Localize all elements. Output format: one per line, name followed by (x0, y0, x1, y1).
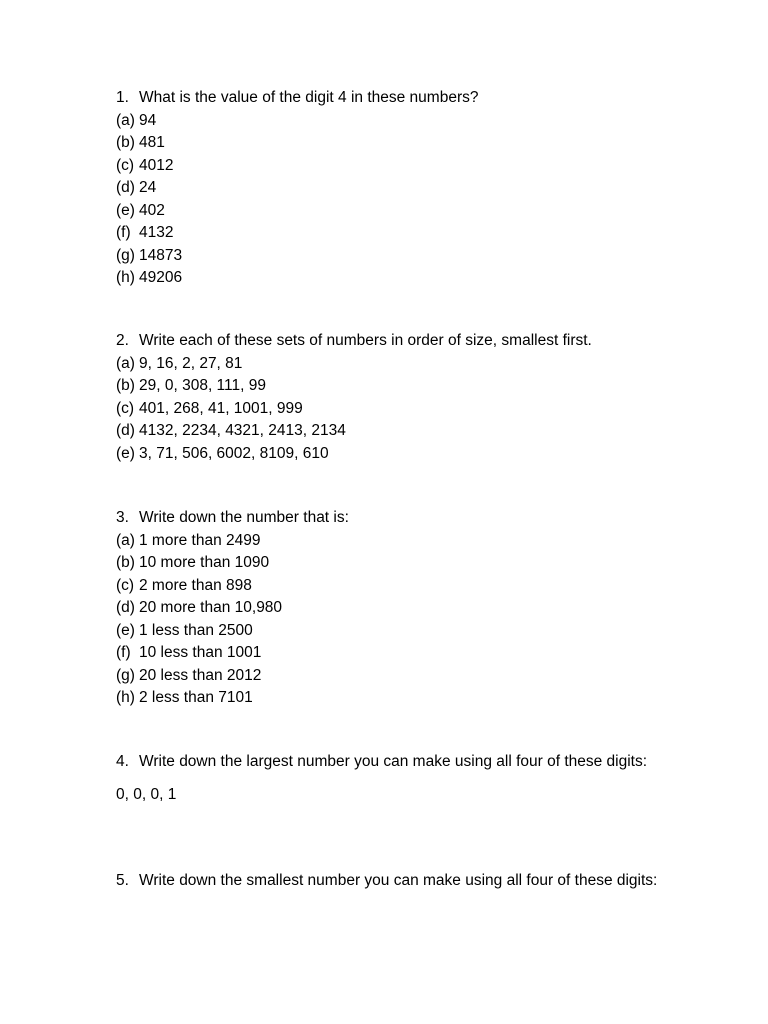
item-value: 3, 71, 506, 6002, 8109, 610 (139, 444, 329, 462)
question-text: Write down the smallest number you can make using all four of these digits: (139, 872, 658, 889)
question-2 (116, 330, 676, 465)
item-label: (a) (116, 111, 135, 129)
list-item (116, 155, 676, 178)
question-heading (116, 507, 676, 530)
item-value: 2 less than 7101 (139, 689, 253, 706)
question-text: What is the value of the digit 4 in these numbers? (139, 89, 479, 106)
question-5 (116, 870, 676, 893)
question-number: 3. (116, 509, 129, 526)
list-item (116, 665, 676, 688)
item-label: (d) (116, 422, 135, 439)
item-value: 402 (139, 201, 165, 219)
item-label: (e) (116, 621, 135, 639)
item-label: (g) (116, 246, 135, 264)
item-value: 10 more than 1090 (139, 554, 270, 571)
question-heading (116, 330, 676, 353)
list-item (116, 200, 676, 223)
list-item (116, 687, 676, 710)
list-item (116, 597, 676, 620)
list-item (116, 110, 676, 133)
list-item (116, 353, 676, 376)
question-number: 4. (116, 753, 129, 770)
item-value: 1 more than 2499 (139, 531, 261, 549)
list-item (116, 642, 676, 665)
list-item (116, 132, 676, 155)
item-label: (h) (116, 269, 135, 286)
list-item (116, 245, 676, 268)
item-label: (d) (116, 179, 135, 196)
question-4 (116, 751, 676, 806)
item-value: 94 (139, 111, 157, 129)
item-label: (f) (116, 224, 131, 241)
item-label: (b) (116, 377, 135, 394)
question-3 (116, 507, 676, 710)
item-value: 4132, 2234, 4321, 2413, 2134 (139, 422, 346, 439)
item-value: 1 less than 2500 (139, 621, 253, 639)
item-label: (a) (116, 531, 135, 549)
question-number: 5. (116, 872, 129, 889)
item-value: 481 (139, 134, 165, 151)
item-value: 29, 0, 308, 111, 99 (139, 377, 266, 394)
question-heading (116, 87, 676, 110)
item-value: 10 less than 1001 (139, 644, 262, 661)
list-item (116, 177, 676, 200)
item-value: 24 (139, 179, 157, 196)
question-text: Write down the number that is: (139, 509, 349, 526)
list-item (116, 222, 676, 245)
item-value: 9, 16, 2, 27, 81 (139, 354, 243, 372)
item-label: (d) (116, 599, 135, 616)
item-label: (h) (116, 689, 135, 706)
item-label: (b) (116, 134, 135, 151)
item-label: (g) (116, 666, 135, 684)
list-item (116, 552, 676, 575)
list-item (116, 530, 676, 553)
question-number: 1. (116, 89, 129, 106)
list-item (116, 375, 676, 398)
item-label: (f) (116, 644, 131, 661)
list-item (116, 398, 676, 421)
item-value: 49206 (139, 269, 183, 286)
list-item (116, 443, 676, 466)
item-value: 20 less than 2012 (139, 666, 262, 684)
item-value: 14873 (139, 246, 183, 264)
item-label: (b) (116, 554, 135, 571)
item-value: 2 more than 898 (139, 576, 252, 594)
item-label: (e) (116, 444, 135, 462)
item-label: (c) (116, 576, 135, 594)
list-item (116, 620, 676, 643)
question-text: Write down the largest number you can make using all four of these digits: (139, 753, 648, 770)
list-item (116, 267, 676, 290)
question-text: Write each of these sets of numbers in order of size, smallest first. (139, 332, 592, 349)
item-label: (c) (116, 399, 135, 417)
item-value: 4132 (139, 224, 174, 241)
item-label: (a) (116, 354, 135, 372)
question-number: 2. (116, 332, 129, 349)
item-value: 401, 268, 41, 1001, 999 (139, 399, 303, 417)
list-item (116, 575, 676, 598)
item-label: (e) (116, 201, 135, 219)
list-item (116, 420, 676, 443)
item-value: 4012 (139, 156, 174, 174)
question-heading (116, 751, 676, 774)
item-value: 20 more than 10,980 (139, 599, 283, 616)
digit-set: 0, 0, 0, 1 (116, 785, 177, 803)
question-heading (116, 870, 676, 893)
item-label: (c) (116, 156, 135, 174)
question-1 (116, 87, 676, 290)
